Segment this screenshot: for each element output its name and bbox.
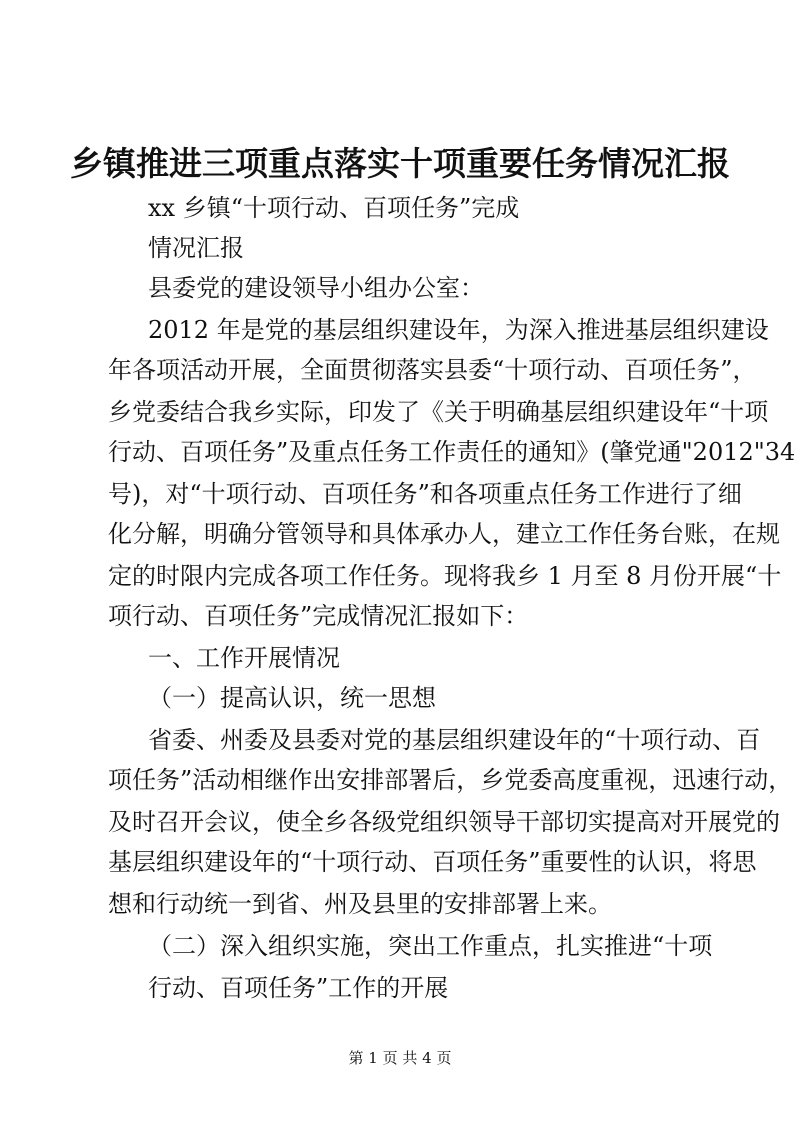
paragraph-line: 行动、百项任务”及重点任务工作责任的通知》(肇党通"2012"34 [108, 438, 796, 466]
paragraph-line: 2012 年是党的基层组织建设年，为深入推进基层组织建设 [148, 316, 769, 344]
paragraph-line: 定的时限内完成各项工作任务。现将我乡 1 月至 8 月份开展“十 [108, 562, 782, 590]
subsection-heading-continued: 行动、百项任务”工作的开展 [148, 974, 449, 1002]
paragraph-line: 省委、州委及县委对党的基层组织建设年的“十项行动、百 [148, 726, 761, 754]
paragraph-line: 想和行动统一到省、州及县里的安排部署上来。 [108, 890, 612, 918]
page-number-footer: 第 1 页 共 4 页 [348, 1049, 452, 1067]
paragraph-line: 乡党委结合我乡实际，印发了《关于明确基层组织建设年“十项 [108, 398, 769, 426]
paragraph-line: 年各项活动开展，全面贯彻落实县委“十项行动、百项任务”， [108, 356, 757, 384]
text-line: xx 乡镇“十项行动、百项任务”完成 [148, 194, 520, 222]
paragraph-line: 项任务”活动相继作出安排部署后，乡党委高度重视，迅速行动， [108, 766, 793, 794]
paragraph-line: 号)，对“十项行动、百项任务”和各项重点任务工作进行了细 [108, 480, 742, 508]
salutation-line: 县委党的建设领导小组办公室： [148, 274, 484, 302]
paragraph-line: 基层组织建设年的“十项行动、百项任务”重要性的认识，将思 [108, 848, 757, 876]
section-heading: 一、工作开展情况 [148, 644, 340, 672]
document-title: 乡镇推进三项重点落实十项重要任务情况汇报 [70, 144, 730, 183]
subsection-heading: （一）提高认识，统一思想 [148, 684, 436, 712]
subsection-heading: （二）深入组织实施，突出工作重点，扎实推进“十项 [148, 932, 713, 960]
paragraph-line: 及时召开会议，使全乡各级党组织领导干部切实提高对开展党的 [108, 808, 780, 836]
paragraph-line: 化分解，明确分管领导和具体承办人，建立工作任务台账，在规 [108, 520, 780, 548]
paragraph-line: 项行动、百项任务”完成情况汇报如下： [108, 602, 529, 630]
text-line: 情况汇报 [148, 234, 244, 262]
